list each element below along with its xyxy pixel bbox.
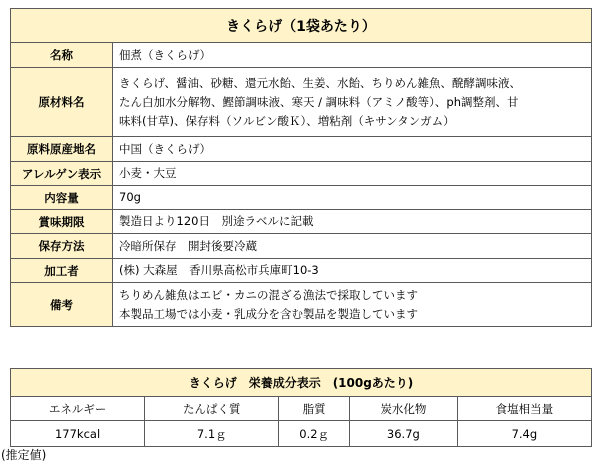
row-value-ingredients	[113, 68, 592, 137]
nutrition-title: きくらげ 栄養成分表示 (100gあたり)	[11, 369, 592, 397]
nutrition-value-carbohydrate: 36.7g	[349, 421, 457, 447]
nutrition-value-energy: 177kcal	[11, 421, 145, 447]
row-value-allergen	[113, 162, 592, 186]
row-value-storage	[113, 234, 592, 259]
value-line: ちりめん雑魚はエビ・カニの混ざる漁法で採取しています	[119, 287, 418, 302]
product-label-table	[10, 8, 592, 327]
value-line: 本製品工場では小麦・乳成分を含む製品を製造しています	[119, 306, 418, 321]
nutrition-header-energy: エネルギー	[11, 397, 145, 421]
nutrition-header-protein: たんぱく質	[145, 397, 279, 421]
value-line: たん白加水分解物、鰹節調味液、寒天 / 調味料（アミノ酸等）、ph調整剤、甘	[119, 94, 519, 109]
value-line: 冷暗所保存 開封後要冷蔵	[119, 238, 257, 253]
row-key-processor: 加工者	[11, 259, 113, 283]
row-key-ingredients: 原材料名	[11, 68, 113, 137]
row-value-remarks	[113, 283, 592, 327]
row-key-name: 名称	[11, 43, 113, 68]
row-key-remarks: 備考	[11, 283, 113, 327]
nutrition-value-protein: 7.1ｇ	[145, 421, 279, 447]
value-line: 製造日より120日 別途ラベルに記載	[119, 214, 314, 228]
nutrition-header-fat: 脂質	[279, 397, 350, 421]
estimate-note: (推定値)	[1, 448, 47, 462]
row-key-best-before: 賞味期限	[11, 210, 113, 234]
row-value-origin	[113, 137, 592, 162]
value-line: 小麦・大豆	[119, 166, 177, 180]
nutrition-header-carbohydrate: 炭水化物	[349, 397, 457, 421]
row-value-content	[113, 186, 592, 210]
nutrition-facts-table	[10, 368, 592, 447]
value-line: 味料(甘草)、保存料（ソルビン酸Ｋ）、増粘剤（キサンタンガム）	[119, 113, 455, 128]
row-value-name	[113, 43, 592, 68]
row-value-processor	[113, 259, 592, 283]
row-key-origin: 原料原産地名	[11, 137, 113, 162]
row-key-content: 内容量	[11, 186, 113, 210]
label-title: きくらげ（1袋あたり）	[11, 9, 592, 43]
row-value-best-before	[113, 210, 592, 234]
value-line: 中国（きくらげ）	[119, 141, 211, 156]
row-key-allergen: アレルゲン表示	[11, 162, 113, 186]
nutrition-value-salt: 7.4g	[457, 421, 591, 447]
value-line: 佃煮（きくらげ）	[119, 47, 211, 62]
nutrition-header-salt: 食塩相当量	[457, 397, 591, 421]
nutrition-value-fat: 0.2ｇ	[279, 421, 350, 447]
value-line: (株) 大森屋 香川県高松市兵庫町10-3	[119, 263, 319, 277]
row-key-storage: 保存方法	[11, 234, 113, 259]
value-line: 70g	[119, 190, 141, 204]
value-line: きくらげ、醤油、砂糖、還元水飴、生姜、水飴、ちりめん雑魚、醗酵調味液、	[119, 75, 522, 90]
